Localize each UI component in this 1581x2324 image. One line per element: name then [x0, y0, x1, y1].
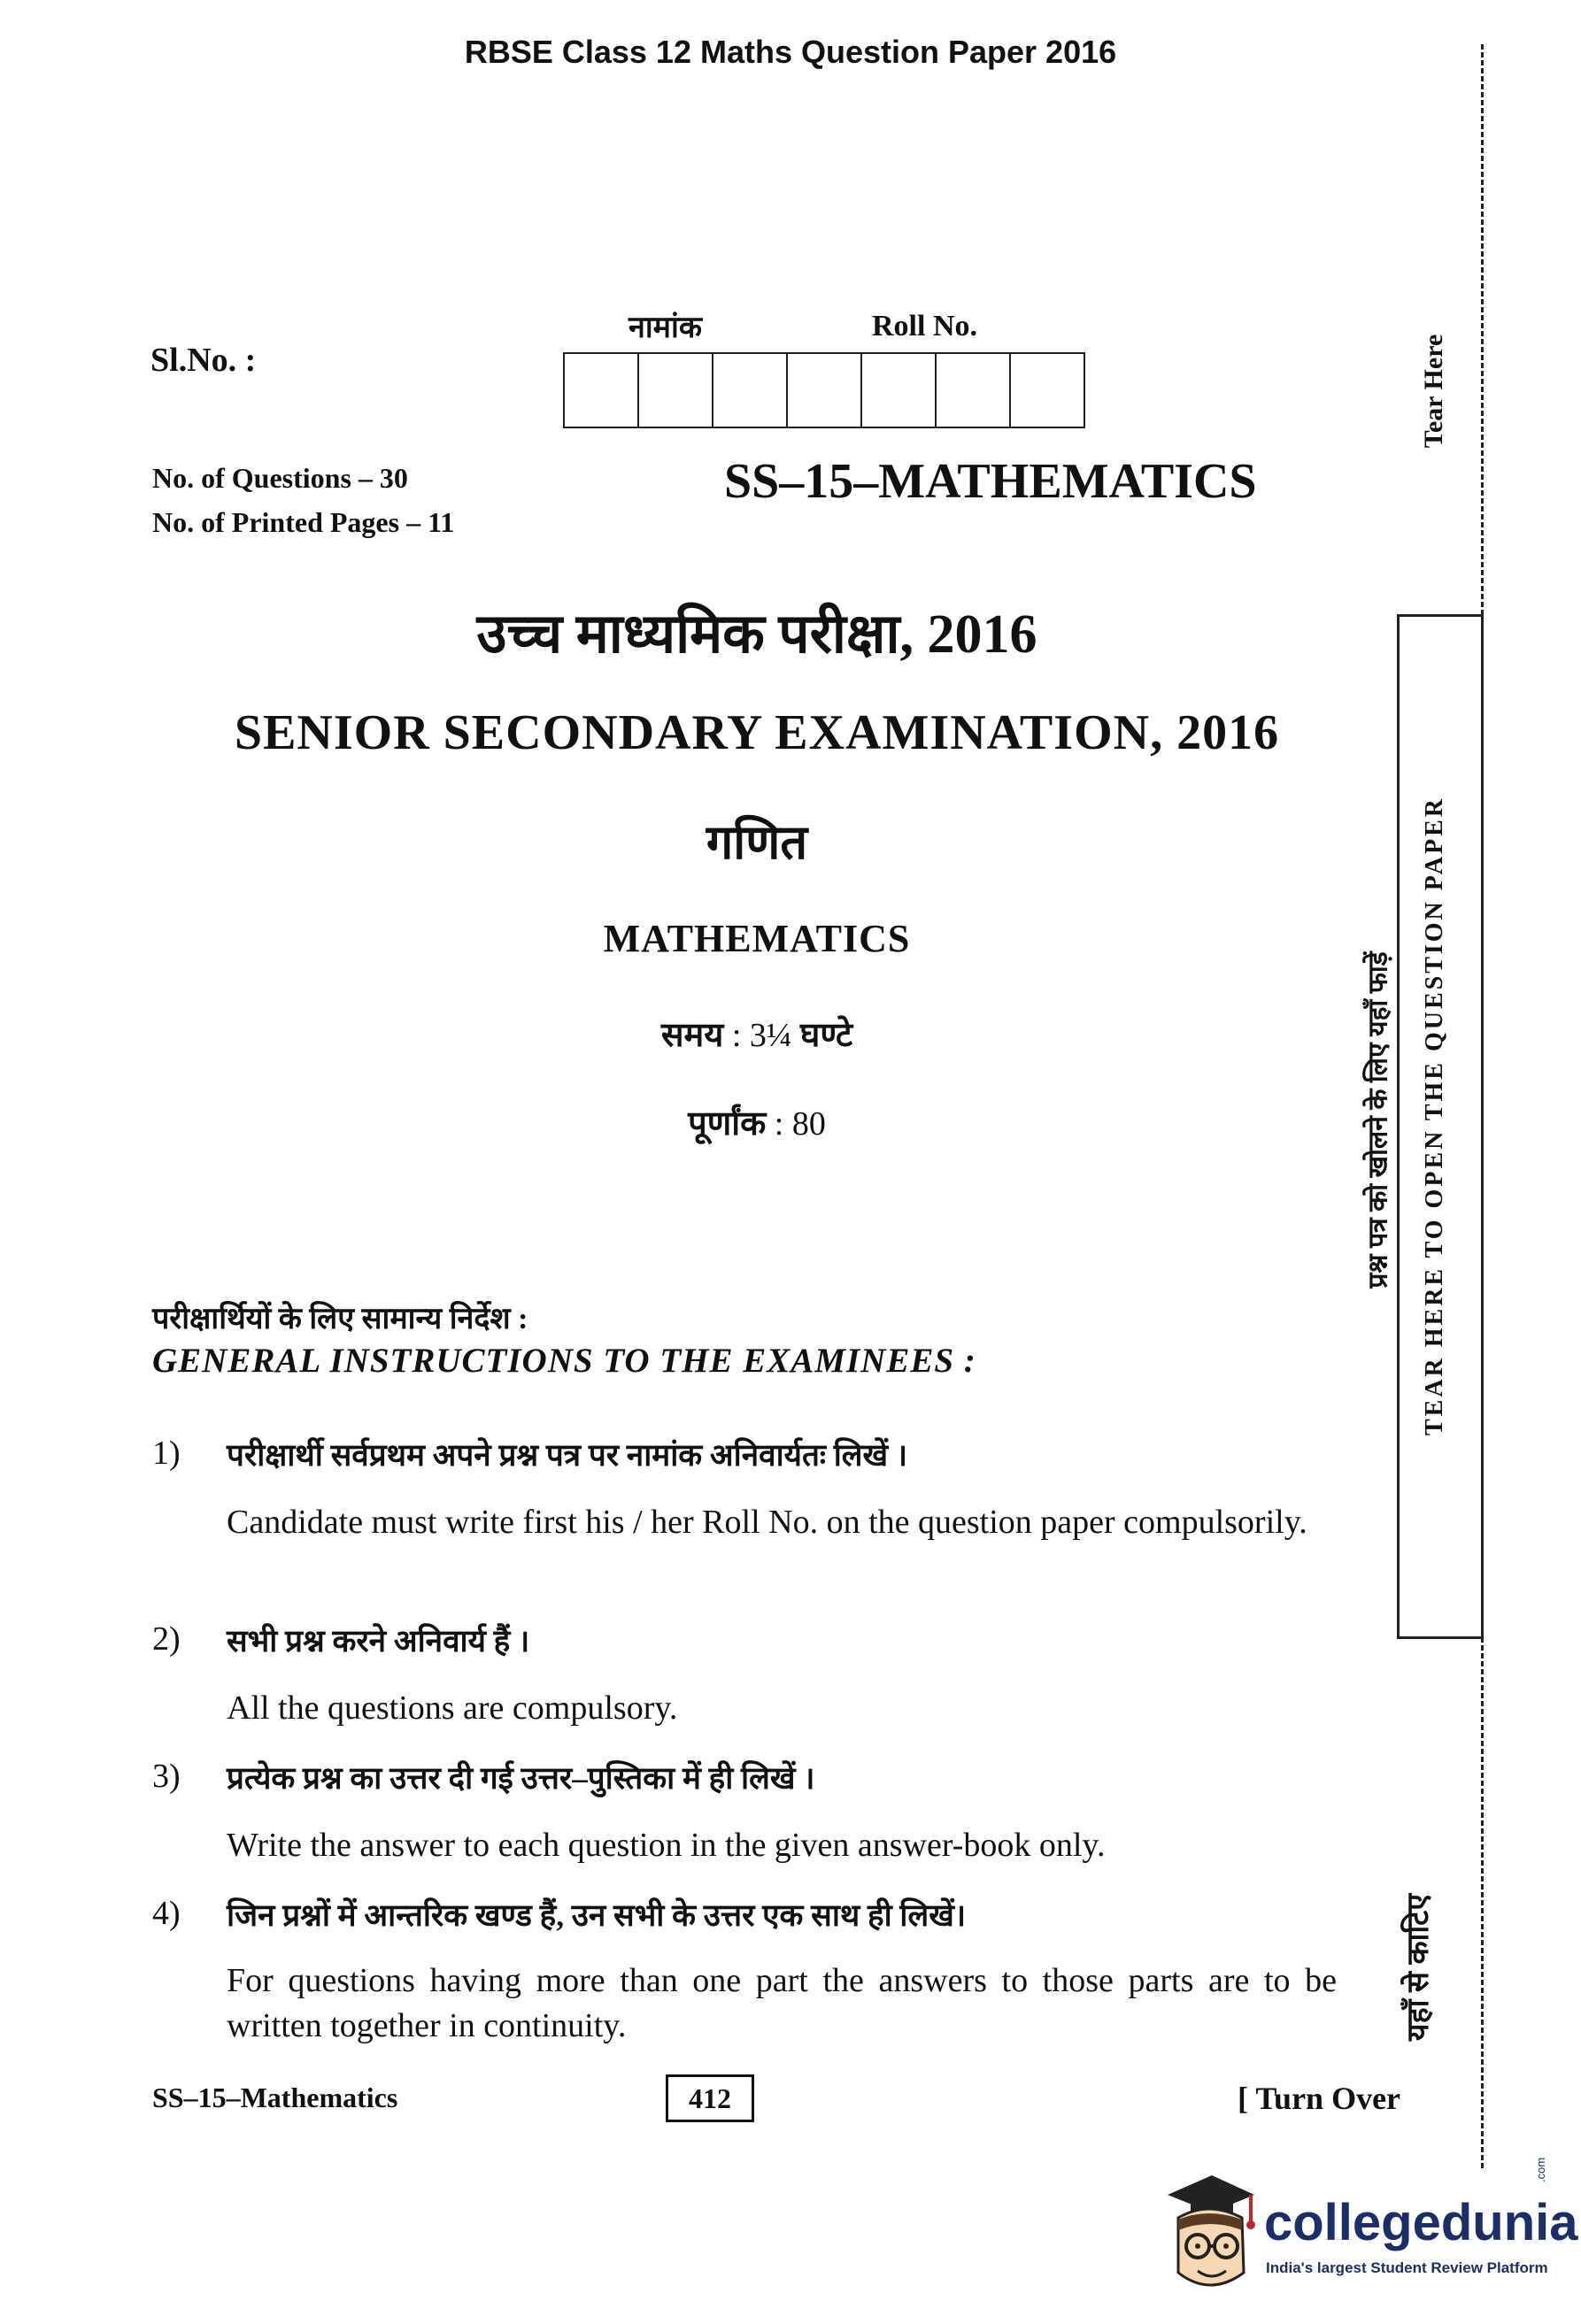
instruction-hindi: प्रत्येक प्रश्न का उत्तर दी गई उत्तर–पुस्तिका में ही लिखें ।	[227, 1761, 815, 1796]
instruction-hindi: परीक्षार्थी सर्वप्रथम अपने प्रश्न पत्र पर नामांक अनिवार्यतः लिखें ।	[227, 1438, 908, 1473]
instruction-number: 3)	[152, 1758, 181, 1795]
maximum-marks	[0, 1099, 1514, 1145]
time-unit: घण्टे	[799, 1017, 853, 1054]
marks-label: पूर्णांक	[688, 1105, 767, 1143]
marks-value: : 80	[774, 1105, 826, 1143]
collegedunia-brand-name: collegedunia	[1264, 2194, 1578, 2251]
instruction-hindi: सभी प्रश्न करने अनिवार्य हैं ।	[227, 1624, 530, 1658]
roll-number-box[interactable]	[565, 354, 639, 427]
instruction-english: Write the answer to each question in the given answer-book only.	[227, 1827, 1106, 1864]
tear-here-label: Tear Here	[1419, 334, 1448, 449]
roll-number-boxes	[563, 352, 1085, 428]
cut-here-label: यहाँ से काटिए	[1402, 1893, 1435, 2042]
subject-hindi: गणित	[706, 816, 808, 869]
serial-number-label: Sl.No. :	[150, 342, 257, 379]
tear-instruction-hindi: प्रश्न पत्र को खोलने के लिए यहाँ फाड़ें	[1363, 951, 1393, 1289]
instruction-hindi: जिन प्रश्नों में आन्तरिक खण्ड हैं, उन सभी के उत्तर एक साथ ही लिखें।	[227, 1898, 967, 1933]
roll-number-box[interactable]	[713, 354, 788, 427]
time-allowed	[0, 1011, 1514, 1057]
footer-page-number: 412	[666, 2074, 754, 2122]
instructions-heading-english: GENERAL INSTRUCTIONS TO THE EXAMINEES :	[152, 1342, 976, 1380]
exam-title-hindi: उच्च माध्यमिक परीक्षा, 2016	[476, 604, 1037, 665]
instruction-number: 4)	[152, 1895, 181, 1932]
subject-english: MATHEMATICS	[603, 917, 911, 960]
roll-number-label: Roll No.	[872, 310, 977, 342]
number-of-questions: No. of Questions – 30	[152, 462, 408, 494]
roll-number-box[interactable]	[1011, 354, 1084, 427]
roll-number-box[interactable]	[639, 354, 713, 427]
number-of-printed-pages: No. of Printed Pages – 11	[152, 506, 455, 538]
time-label: समय	[660, 1017, 724, 1054]
namank-label: नामांक	[629, 312, 702, 344]
roll-number-box[interactable]	[862, 354, 937, 427]
roll-number-box[interactable]	[937, 354, 1011, 427]
instruction-number: 2)	[152, 1620, 181, 1658]
instruction-number: 1)	[152, 1435, 181, 1472]
time-value: : 3¼	[731, 1017, 792, 1054]
footer-paper-code: SS–15–Mathematics	[152, 2082, 398, 2113]
turn-over-label: [ Turn Over	[1238, 2081, 1401, 2116]
instructions-heading-hindi: परीक्षार्थियों के लिए सामान्य निर्देश :	[152, 1303, 528, 1335]
tear-instruction-english: TEAR HERE TO OPEN THE QUESTION PAPER	[1421, 796, 1448, 1436]
roll-number-box[interactable]	[788, 354, 862, 427]
exam-title-english: SENIOR SECONDARY EXAMINATION, 2016	[234, 705, 1280, 760]
collegedunia-brand-tld: .com	[1534, 2157, 1547, 2182]
collegedunia-mascot-logo	[1155, 2168, 1260, 2301]
collegedunia-tagline: India's largest Student Review Platform	[1266, 2259, 1548, 2276]
document-header-title: RBSE Class 12 Maths Question Paper 2016	[464, 34, 1117, 70]
instruction-english: Candidate must write first his / her Roll No. on the question paper compulsorily.	[227, 1504, 1307, 1541]
paper-code: SS–15–MATHEMATICS	[724, 454, 1257, 509]
instruction-english: For questions having more than one part the answers to those parts are to be written together in continuity.	[227, 1962, 1337, 2044]
instruction-english: All the questions are compulsory.	[227, 1689, 678, 1727]
